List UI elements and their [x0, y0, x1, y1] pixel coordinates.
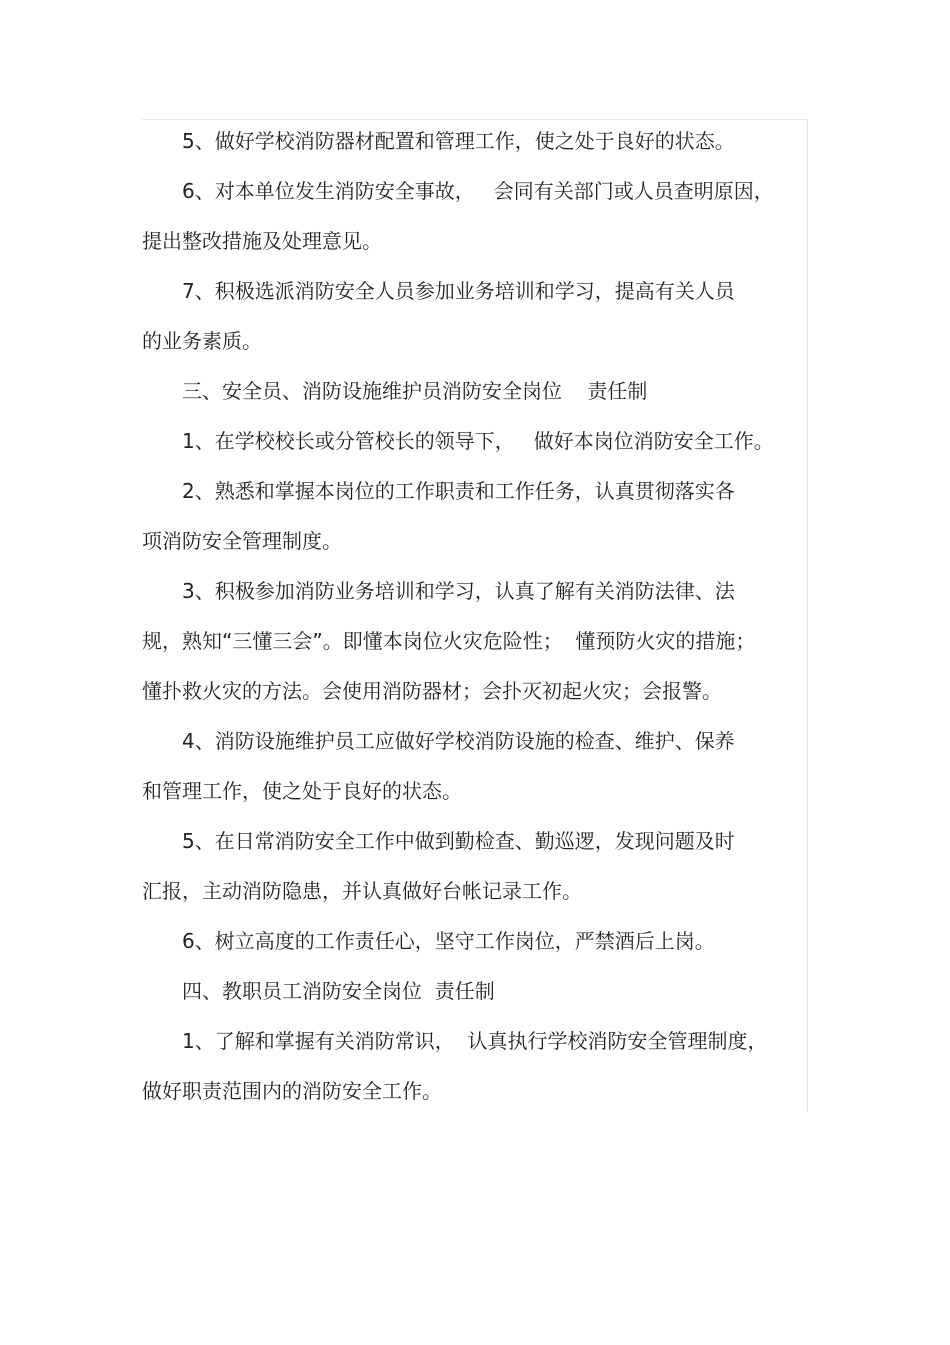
paragraph-line: 5、做好学校消防器材配置和管理工作，使之处于良好的状态。 — [182, 129, 735, 153]
paragraph-line: 3、积极参加消防业务培训和学习，认真了解有关消防法律、法 — [182, 579, 735, 603]
paragraph-line: 做好职责范围内的消防安全工作。 — [142, 1079, 442, 1103]
paragraph-line: 和管理工作，使之处于良好的状态。 — [142, 779, 462, 803]
paragraph-line: 1、了解和掌握有关消防常识， 认真执行学校消防安全管理制度， — [182, 1029, 768, 1053]
paragraph-line: 懂扑救火灾的方法。会使用消防器材；会扑灭初起火灾；会报警。 — [142, 679, 722, 703]
page-frame — [142, 119, 808, 1112]
section-heading: 三、安全员、消防设施维护员消防安全岗位 责任制 — [182, 379, 648, 403]
paragraph-line: 提出整改措施及处理意见。 — [142, 229, 382, 253]
paragraph-line: 6、对本单位发生消防安全事故， 会同有关部门或人员查明原因， — [182, 179, 774, 203]
paragraph-line: 规，熟知“三懂三会”。即懂本岗位火灾危险性； 懂预防火灾的措施； — [142, 629, 756, 653]
paragraph-line: 7、积极选派消防安全人员参加业务培训和学习，提高有关人员 — [182, 279, 735, 303]
paragraph-line: 4、消防设施维护员工应做好学校消防设施的检查、维护、保养 — [182, 729, 735, 753]
paragraph-line: 5、在日常消防安全工作中做到勤检查、勤巡逻，发现问题及时 — [182, 829, 735, 853]
paragraph-line: 1、在学校校长或分管校长的领导下， 做好本岗位消防安全工作。 — [182, 429, 774, 453]
section-heading: 四、教职员工消防安全岗位 责任制 — [182, 979, 495, 1003]
paragraph-line: 的业务素质。 — [142, 329, 262, 353]
paragraph-line: 汇报，主动消防隐患，并认真做好台帐记录工作。 — [142, 879, 582, 903]
paragraph-line: 2、熟悉和掌握本岗位的工作职责和工作任务，认真贯彻落实各 — [182, 479, 735, 503]
paragraph-line: 项消防安全管理制度。 — [142, 529, 342, 553]
paragraph-line: 6、树立高度的工作责任心，坚守工作岗位，严禁酒后上岗。 — [182, 929, 715, 953]
